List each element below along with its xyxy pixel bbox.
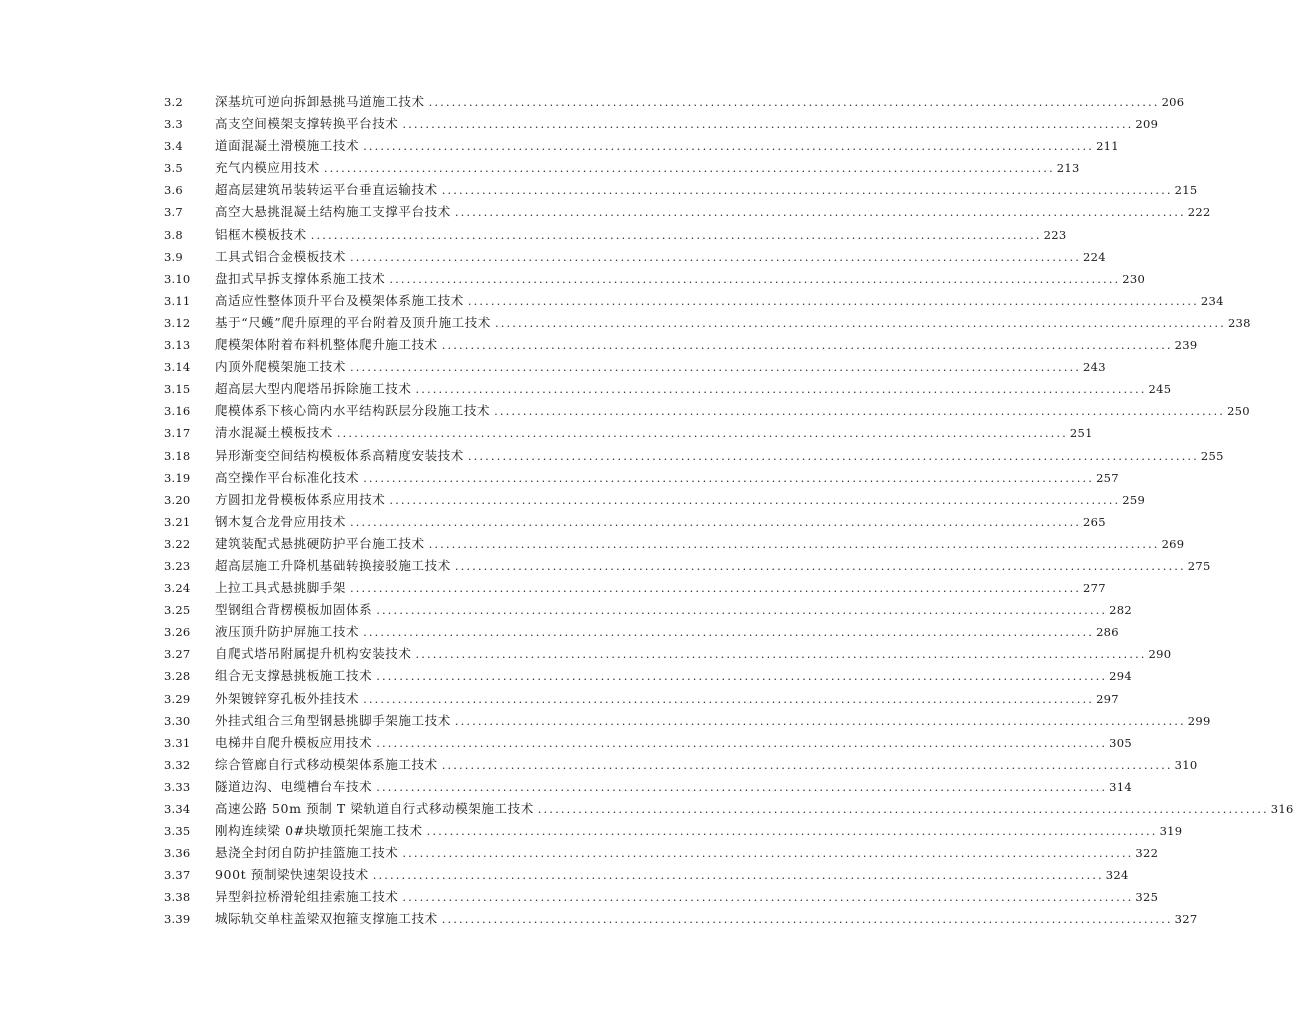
- toc-entry[interactable]: [0, 179, 1198, 201]
- toc-entry-page: 325: [1135, 890, 1159, 905]
- toc-entry-title: 型钢组合背楞模板加固体系: [215, 602, 373, 618]
- toc-entry-number: 3.14: [164, 360, 191, 375]
- toc-leader-dots: ...............................................................................................................................: [363, 470, 1095, 485]
- toc-entry-title: 超高层大型内爬塔吊拆除施工技术: [215, 381, 412, 397]
- toc-entry[interactable]: [0, 113, 1159, 135]
- toc-entry-number: 3.2: [164, 95, 183, 109]
- toc-entry-title: 异型斜拉桥滑轮组挂索施工技术: [215, 889, 399, 905]
- toc-entry[interactable]: [0, 445, 1224, 467]
- toc-entry-title: 盘扣式早拆支撑体系施工技术: [215, 270, 386, 286]
- toc-entry-line: [215, 867, 1129, 883]
- toc-entry-page: 294: [1109, 669, 1133, 684]
- toc-entry-number: 3.37: [164, 868, 191, 883]
- toc-leader-dots: ...............................................................................................................................: [426, 824, 1158, 839]
- toc-entry-line: [215, 557, 1211, 574]
- toc-entry-number: 3.29: [164, 691, 191, 706]
- toc-leader-dots: ...............................................................................................................................: [350, 581, 1081, 596]
- toc-entry-page: 206: [1161, 95, 1185, 109]
- toc-entry-page: 305: [1109, 735, 1133, 750]
- toc-entry-number: 3.17: [164, 426, 191, 441]
- toc-entry-line: [215, 469, 1119, 486]
- toc-entry-page: 319: [1159, 824, 1183, 839]
- toc-leader-dots: ...............................................................................................................................: [350, 514, 1081, 529]
- toc-entry[interactable]: [0, 665, 1133, 687]
- toc-leader-dots: ...............................................................................................................................: [415, 647, 1147, 662]
- toc-entry-line: [215, 845, 1159, 861]
- toc-entry[interactable]: [0, 842, 1159, 864]
- toc-entry-title: 清水混凝土模板技术: [215, 425, 333, 441]
- toc-leader-dots: ...............................................................................................................................: [537, 802, 1269, 816]
- toc-entry[interactable]: [0, 776, 1133, 798]
- toc-entry-title: 道面混凝土滑模施工技术: [215, 138, 360, 154]
- toc-entry-number: 3.13: [164, 338, 191, 353]
- toc-entry-page: 282: [1109, 603, 1133, 618]
- toc-entry-number: 3.30: [164, 713, 191, 728]
- toc-entry-title: 基于“尺蠖”爬升原理的平台附着及顶升施工技术: [215, 314, 491, 330]
- toc-entry-page: 215: [1174, 183, 1198, 198]
- toc-entry[interactable]: [0, 820, 1183, 842]
- toc-entry-title: 自爬式塔吊附属提升机构安装技术: [215, 646, 412, 662]
- toc-leader-dots: ...............................................................................................................................: [402, 117, 1134, 132]
- toc-entry-title: 异形渐变空间结构模板体系高精度安装技术: [215, 447, 464, 463]
- toc-entry-title: 爬模架体附着布料机整体爬升施工技术: [215, 337, 438, 353]
- toc-entry-line: [215, 248, 1106, 265]
- toc-entry-number: 3.22: [164, 536, 191, 551]
- toc-entry-title: 深基坑可逆向拆卸悬挑马道施工技术: [215, 94, 425, 109]
- toc-entry-number: 3.3: [164, 117, 183, 132]
- toc-entry-line: [215, 624, 1119, 640]
- toc-entry-number: 3.15: [164, 382, 191, 397]
- toc-entry-line: [215, 204, 1211, 220]
- toc-entry-title: 外挂式组合三角型钢悬挑脚手架施工技术: [215, 712, 451, 728]
- toc-entry-title: 充气内模应用技术: [215, 160, 320, 176]
- toc-entry-line: [215, 381, 1172, 397]
- toc-entry-number: 3.38: [164, 890, 191, 905]
- toc-leader-dots: ...............................................................................................................................: [467, 293, 1199, 308]
- toc-entry-number: 3.5: [164, 161, 183, 176]
- toc-entry-line: [215, 889, 1159, 905]
- toc-entry-page: 275: [1187, 558, 1211, 573]
- toc-entry-page: 239: [1174, 338, 1198, 353]
- toc-entry-page: 259: [1122, 492, 1146, 507]
- toc-entry[interactable]: [0, 754, 1198, 776]
- toc-leader-dots: ...............................................................................................................................: [428, 95, 1160, 109]
- toc-entry[interactable]: [0, 246, 1106, 268]
- toc-leader-dots: ...............................................................................................................................: [310, 227, 1042, 242]
- toc-entry-line: [215, 911, 1198, 927]
- toc-entry-title: 外架镀锌穿孔板外挂技术: [215, 690, 360, 706]
- toc-entry-title: 内顶外爬模架施工技术: [215, 359, 347, 375]
- toc-entry[interactable]: [0, 621, 1119, 643]
- toc-leader-dots: ...............................................................................................................................: [441, 912, 1173, 927]
- toc-entry-page: 211: [1096, 139, 1119, 154]
- toc-entry-page: 243: [1082, 360, 1106, 375]
- toc-leader-dots: ...............................................................................................................................: [376, 735, 1108, 750]
- toc-leader-dots: ...............................................................................................................................: [494, 404, 1226, 419]
- toc-entry-title: 900t 预制梁快速架设技术: [215, 867, 369, 883]
- toc-leader-dots: ...............................................................................................................................: [363, 625, 1095, 640]
- toc-leader-dots: ...............................................................................................................................: [402, 846, 1134, 861]
- toc-leader-dots: ...............................................................................................................................: [402, 890, 1134, 905]
- toc-entry-number: 3.8: [164, 227, 183, 242]
- toc-entry-page: 251: [1069, 426, 1093, 441]
- toc-leader-dots: ...............................................................................................................................: [323, 161, 1055, 176]
- toc-entry-title: 钢木复合龙骨应用技术: [215, 513, 347, 529]
- toc-entry[interactable]: [0, 378, 1172, 400]
- toc-entry-line: [215, 535, 1185, 552]
- toc-entry-title: 悬浇全封闭自防护挂篮施工技术: [215, 845, 399, 861]
- toc-entry-page: 327: [1174, 912, 1198, 927]
- toc-entry-title: 建筑装配式悬挑硬防护平台施工技术: [215, 535, 425, 551]
- toc-entry-number: 3.32: [164, 757, 191, 772]
- toc-entry-page: 245: [1148, 382, 1172, 397]
- toc-entry-title: 高适应性整体顶升平台及模架体系施工技术: [215, 292, 464, 308]
- toc-entry-page: 255: [1200, 448, 1224, 463]
- toc-entry-number: 3.28: [164, 669, 191, 684]
- toc-entry[interactable]: [0, 798, 1294, 820]
- toc-entry-line: [215, 182, 1198, 198]
- toc-entry-title: 高支空间模架支撑转换平台技术: [215, 116, 399, 132]
- toc-entry-number: 3.9: [164, 249, 183, 264]
- toc-entry[interactable]: [0, 555, 1211, 577]
- toc-leader-dots: ...............................................................................................................................: [350, 249, 1081, 264]
- toc-entry-number: 3.39: [164, 912, 191, 927]
- toc-leader-dots: ...............................................................................................................................: [454, 558, 1186, 573]
- toc-entry-line: [215, 734, 1133, 751]
- toc-entry-title: 高速公路 50m 预制 T 梁轨道自行式移动模架施工技术: [215, 801, 534, 816]
- toc-entry-line: [215, 778, 1133, 795]
- toc-entry-number: 3.33: [164, 779, 191, 794]
- toc-entry[interactable]: [0, 599, 1133, 621]
- toc-entry-title: 高空操作平台标准化技术: [215, 469, 360, 485]
- toc-entry-line: [215, 270, 1146, 287]
- toc-entry-page: 297: [1096, 691, 1119, 706]
- toc-entry-line: [215, 801, 1294, 817]
- toc-entry-line: [215, 447, 1224, 464]
- toc-entry-line: [215, 116, 1159, 132]
- toc-entry[interactable]: [0, 224, 1067, 246]
- toc-entry-page: 230: [1122, 271, 1146, 286]
- toc-entry-number: 3.19: [164, 470, 191, 485]
- toc-entry-page: 316: [1270, 802, 1294, 816]
- toc-entry[interactable]: [0, 886, 1159, 908]
- toc-entry-page: 224: [1082, 249, 1106, 264]
- toc-leader-dots: ...............................................................................................................................: [441, 338, 1173, 353]
- toc-entry-number: 3.25: [164, 603, 191, 618]
- toc-entry-page: 286: [1096, 625, 1119, 640]
- toc-leader-dots: ...............................................................................................................................: [441, 183, 1173, 198]
- toc-leader-dots: ...............................................................................................................................: [372, 868, 1104, 883]
- toc-entry-number: 3.31: [164, 735, 191, 750]
- toc-entry-page: 324: [1105, 868, 1129, 883]
- toc-entry[interactable]: [0, 400, 1250, 422]
- toc-entry-number: 3.35: [164, 824, 191, 839]
- toc-entry-page: 213: [1056, 161, 1080, 176]
- toc-leader-dots: ...............................................................................................................................: [454, 713, 1186, 728]
- toc-entry[interactable]: [0, 688, 1119, 710]
- toc-entry-line: [215, 425, 1093, 441]
- toc-entry-number: 3.16: [164, 404, 191, 419]
- toc-entry-line: [215, 513, 1106, 530]
- toc-entry-number: 3.10: [164, 271, 191, 286]
- toc-entry-page: 257: [1096, 470, 1119, 485]
- toc-entry-page: 290: [1148, 647, 1172, 662]
- toc-entry[interactable]: [0, 908, 1198, 930]
- toc-entry[interactable]: [0, 533, 1185, 555]
- toc-entry-page: 222: [1187, 205, 1211, 220]
- toc-entry-number: 3.4: [164, 139, 183, 154]
- toc-entry-number: 3.11: [164, 293, 191, 308]
- toc-leader-dots: ...............................................................................................................................: [389, 271, 1121, 286]
- toc-entry-line: [215, 403, 1250, 419]
- toc-entry-title: 电梯井自爬升模板应用技术: [215, 734, 373, 750]
- toc-entry-number: 3.36: [164, 846, 191, 861]
- toc-entry[interactable]: [0, 732, 1133, 754]
- toc-entry[interactable]: [0, 157, 1080, 179]
- toc-entry-line: [215, 138, 1119, 154]
- toc-entry[interactable]: [0, 356, 1106, 378]
- toc-entry-line: [215, 359, 1106, 375]
- toc-entry-line: [215, 580, 1106, 596]
- toc-entry-line: [215, 491, 1146, 508]
- toc-entry-title: 液压顶升防护屏施工技术: [215, 624, 360, 640]
- toc-leader-dots: ...............................................................................................................................: [454, 205, 1186, 220]
- toc-entry-line: [215, 160, 1080, 176]
- toc-entry-line: [215, 646, 1172, 662]
- toc-leader-dots: ...............................................................................................................................: [376, 779, 1108, 794]
- toc-entry[interactable]: [0, 422, 1093, 444]
- toc-entry-title: 方圆扣龙骨模板体系应用技术: [215, 491, 386, 507]
- toc-entry-page: 265: [1082, 514, 1106, 529]
- toc-entry[interactable]: [0, 334, 1198, 356]
- toc-entry-number: 3.24: [164, 581, 191, 596]
- toc-entry-page: 269: [1161, 536, 1185, 551]
- toc-entry-number: 3.21: [164, 514, 191, 529]
- toc-entry-title: 城际轨交单柱盖梁双抱箍支撑施工技术: [215, 911, 438, 927]
- toc-entry-title: 工具式铝合金模板技术: [215, 248, 347, 264]
- toc-entry-line: [215, 756, 1198, 773]
- toc-entry-title: 隧道边沟、电缆槽台车技术: [215, 778, 373, 794]
- toc-entry[interactable]: [0, 864, 1129, 886]
- toc-entry-title: 综合管廊自行式移动模架体系施工技术: [215, 756, 438, 772]
- toc-entry-title: 超高层建筑吊装转运平台垂直运输技术: [215, 182, 438, 198]
- toc-entry-number: 3.34: [164, 802, 191, 816]
- table-of-contents: [0, 91, 1294, 931]
- toc-entry-line: [215, 337, 1198, 353]
- toc-leader-dots: ...............................................................................................................................: [389, 492, 1121, 507]
- toc-entry[interactable]: [0, 489, 1146, 511]
- toc-entry-page: 299: [1187, 713, 1211, 728]
- toc-entry-page: 314: [1109, 779, 1133, 794]
- toc-entry[interactable]: [0, 643, 1172, 665]
- toc-entry[interactable]: [0, 290, 1224, 312]
- toc-entry-title: 高空大悬挑混凝土结构施工支撑平台技术: [215, 204, 451, 220]
- toc-entry-page: 277: [1082, 581, 1106, 596]
- toc-entry[interactable]: [0, 135, 1119, 157]
- toc-leader-dots: ...............................................................................................................................: [376, 603, 1108, 618]
- toc-entry[interactable]: [0, 201, 1211, 223]
- toc-leader-dots: ...............................................................................................................................: [494, 315, 1226, 330]
- toc-entry-line: [215, 94, 1185, 110]
- toc-entry-line: [215, 690, 1119, 707]
- toc-entry-line: [215, 292, 1224, 309]
- toc-entry-number: 3.6: [164, 183, 183, 198]
- toc-entry-page: 234: [1200, 293, 1224, 308]
- toc-entry-line: [215, 668, 1133, 684]
- toc-entry-line: [215, 712, 1211, 729]
- toc-entry-line: [215, 602, 1133, 618]
- toc-entry[interactable]: [0, 91, 1185, 113]
- toc-leader-dots: ...............................................................................................................................: [336, 426, 1068, 441]
- toc-entry-page: 223: [1043, 227, 1067, 242]
- toc-entry-line: [215, 226, 1067, 243]
- toc-leader-dots: ...............................................................................................................................: [441, 757, 1173, 772]
- toc-entry-title: 铝框木模板技术: [215, 226, 307, 242]
- toc-leader-dots: ...............................................................................................................................: [350, 360, 1081, 375]
- toc-leader-dots: ...............................................................................................................................: [415, 382, 1147, 397]
- toc-entry-page: 322: [1135, 846, 1159, 861]
- toc-entry-title: 刚构连续梁 0#块墩顶托架施工技术: [215, 823, 423, 839]
- toc-entry[interactable]: [0, 268, 1146, 290]
- toc-entry[interactable]: [0, 577, 1106, 599]
- toc-entry-number: 3.7: [164, 205, 183, 220]
- toc-leader-dots: ...............................................................................................................................: [363, 139, 1095, 154]
- toc-entry-number: 3.26: [164, 625, 191, 640]
- toc-entry[interactable]: [0, 511, 1106, 533]
- toc-entry-number: 3.12: [164, 315, 191, 330]
- toc-entry-page: 238: [1227, 315, 1251, 330]
- toc-entry-title: 组合无支撑悬挑板施工技术: [215, 668, 373, 684]
- toc-leader-dots: ...............................................................................................................................: [363, 691, 1095, 706]
- toc-entry[interactable]: [0, 467, 1119, 489]
- toc-entry-number: 3.27: [164, 647, 191, 662]
- toc-entry-number: 3.23: [164, 558, 191, 573]
- toc-leader-dots: ...............................................................................................................................: [428, 536, 1160, 551]
- toc-entry-line: [215, 314, 1251, 331]
- toc-leader-dots: ...............................................................................................................................: [467, 448, 1199, 463]
- toc-leader-dots: ...............................................................................................................................: [376, 669, 1108, 684]
- toc-entry-page: 310: [1174, 757, 1198, 772]
- toc-entry-page: 250: [1227, 404, 1250, 419]
- toc-entry-title: 爬模体系下核心筒内水平结构跃层分段施工技术: [215, 403, 491, 419]
- toc-entry-number: 3.18: [164, 448, 191, 463]
- toc-entry-line: [215, 823, 1183, 839]
- toc-entry-number: 3.20: [164, 492, 191, 507]
- toc-entry-title: 超高层施工升降机基础转换接驳施工技术: [215, 557, 451, 573]
- toc-entry-title: 上拉工具式悬挑脚手架: [215, 580, 347, 596]
- toc-entry-page: 209: [1135, 117, 1159, 132]
- toc-entry[interactable]: [0, 710, 1211, 732]
- toc-entry[interactable]: [0, 312, 1251, 334]
